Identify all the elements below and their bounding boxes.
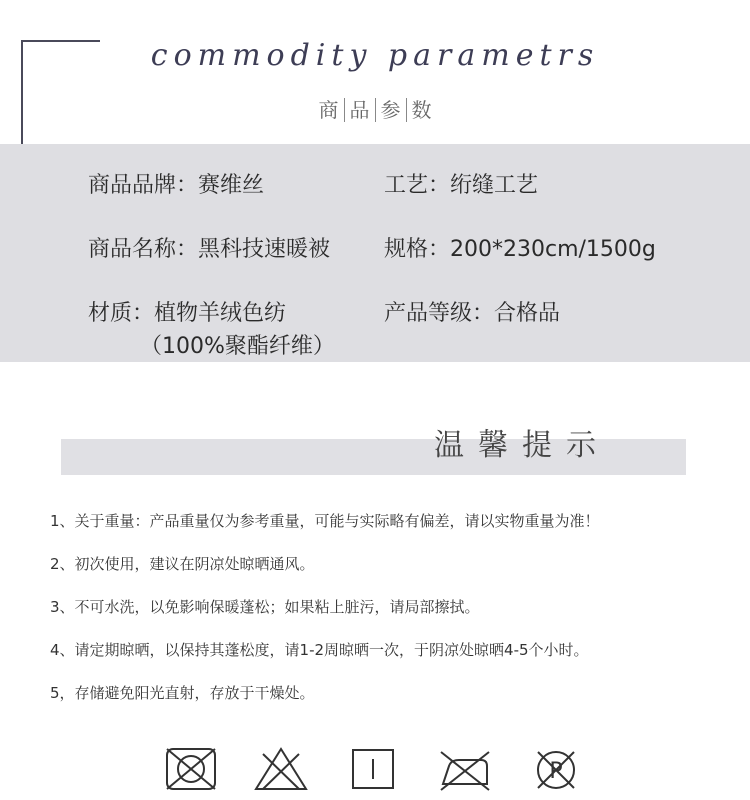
no-tumble-dry-icon xyxy=(163,746,219,792)
svg-text:P: P xyxy=(549,759,563,784)
dry-clean-p-icon xyxy=(528,746,584,792)
tip-item: 4、请定期晾晒，以保持其蓬松度，请1-2周晾晒一次，于阴凉处晾晒4-5个小时。 xyxy=(50,641,589,659)
param-brand: 商品品牌：赛维丝 xyxy=(88,173,265,198)
title-char: 商 xyxy=(318,98,339,122)
no-iron-icon xyxy=(437,746,493,792)
tip-item: 1、关于重量：产品重量仅为参考重量，可能与实际略有偏差，请以实物重量为准！ xyxy=(50,512,600,530)
tip-item: 2、初次使用，建议在阴凉处晾晒通风。 xyxy=(50,555,315,573)
title-char: 数 xyxy=(406,98,437,122)
tips-title: 温馨提示 xyxy=(434,428,610,463)
title-english: commodity parametrs xyxy=(150,38,600,73)
param-name: 商品名称：黑科技速暖被 xyxy=(88,237,331,262)
line-dry-icon xyxy=(345,746,401,792)
param-craft: 工艺：绗缝工艺 xyxy=(384,173,539,198)
param-grade: 产品等级：合格品 xyxy=(384,301,561,326)
tip-item: 5，存储避免阳光直射，存放于干燥处。 xyxy=(50,684,315,702)
param-material-note: （100%聚酯纤维） xyxy=(140,334,335,359)
tip-item: 3、不可水洗，以免影响保暖蓬松；如果粘上脏污，请局部擦拭。 xyxy=(50,598,480,616)
title-char: 品 xyxy=(344,98,375,122)
param-spec: 规格：200*230cm/1500g xyxy=(384,237,656,262)
no-bleach-icon xyxy=(253,746,309,792)
param-material: 材质：植物羊绒色纺 xyxy=(88,301,287,326)
title-chinese xyxy=(0,94,750,123)
title-char: 参 xyxy=(375,98,406,122)
